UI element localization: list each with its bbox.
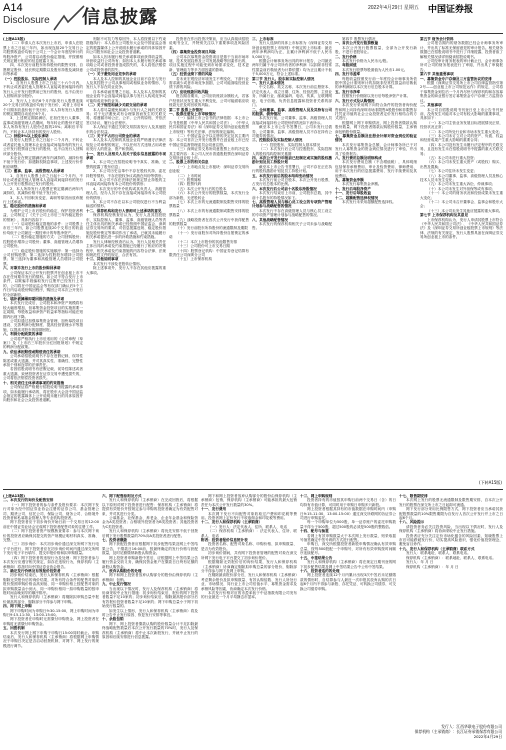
section-heading: 六、发行方式及认购情况 (335, 98, 375, 103)
section-heading: 七、投资者缴款 (102, 538, 128, 543)
section-heading: 十二、发行人和保荐机构（主承销商） (201, 520, 263, 525)
paragraph: 投资者持有的市值按其申购日前两个交易日（含）的日均持有市值计算，可同时用于申购日申购多只新股。 (300, 498, 396, 507)
paragraph: 若未来宏观经济环境发生不利变化，下游行业需求减少或者市场竞争加剧，公司可能面临经营业绩下滑的风险。 (169, 76, 249, 90)
section-heading: 五、稳定股价的措施和承诺 (3, 204, 47, 209)
paragraph: 本人保证不通过关联交易损害发行人及其他股东的合法权益。 (86, 125, 166, 134)
section-heading: 二、股票上市的相关信息 (169, 160, 209, 165)
paragraph: 初步询价结束后，发行人和保荐机构（主承销商）根据剔除无效报价后的询价结果，对所有符合条件的配售对象的报价按照申购价格由高到低、同一申购价格上按配售对象的拟申购数量由小到大、同一申购价格同一拟申购数量的按申报时间由晚到早的顺序排序。 (3, 573, 99, 595)
lower-column (201, 494, 297, 748)
upper-column (3, 37, 83, 486)
section-heading: 十四、配号与抽签 (300, 529, 329, 534)
paragraph: （三）本公司未订立对公司的资产、负债、权益和经营成果产生重大影响的重要合同； (420, 133, 503, 143)
paragraph: 上市保荐机构认为，发行人申请其股票上市符合《中华人民共和国公司法》、《中华人民共和国证券法》及《深圳证券交易所创业板股票上市规则》等法律、法规的有关规定，发行人股票具备在深圳证券交易所创业板上市的条件。 (420, 217, 503, 240)
upper-column (86, 37, 166, 486)
footer-sponsor: 保荐机构（主承销商）：长江证券承销保荐有限公司 (414, 729, 502, 734)
section-heading: 二、其他事项 (420, 103, 442, 108)
section-heading: 四、本次公开发行申报前已经制定或实施的股权激励计划及员工持股计划 (252, 155, 332, 165)
paragraph: （一）控股股东、实际控制人基本情况 (259, 142, 321, 147)
section-heading: （五）经营业绩下滑的风险 (169, 72, 213, 77)
paragraph: （二）保荐机构（主承销商）：法定代表人、住所、联系人、电话 (201, 529, 297, 538)
paragraph: （八）本公司董事、监事、高级管理人员及核心技术人员未发生变化； (420, 173, 503, 182)
paragraph: 本次发行价格对应的市盈率低于中证指数有限公司发布的行业最近一个月平均静态市盈率。 (201, 590, 297, 600)
paragraph: （四）本公司没有发生未履行法定程序的关联交易，且没有发生未在招股说明书中披露的重大关联交易； (420, 142, 503, 156)
paragraph: 本次发行前公司总股本，本次公开发行股票，占发行后总股本的比例。 (252, 178, 332, 187)
section-heading: 一、募集资金专户存储及三方监管协议的安排 (420, 76, 492, 81)
paragraph: 如本人因未履行相关承诺事项而获得收益的，所获收益归公司所有；如因本人未履行相关承诺事项给公司或者投资者造成损失的，本人将依法赔偿公司或投资者的损失。 (86, 54, 166, 72)
paragraph: （七）本公司住所未发生变更； (427, 169, 478, 174)
lower-column (399, 494, 503, 720)
section-heading: 八、利润分配政策的承诺 (3, 332, 43, 337)
paragraph: 若因招股说明书有虚假记载、误导性陈述或者重大遗漏，致使投资者在证券交易中遭受损失的，公司将依法赔偿投资者损失。 (3, 367, 83, 381)
section-heading: 十一、发行人及相关人员关于股东信息披露的专项承诺 (86, 151, 166, 160)
section-heading: 十八、风险提示 (399, 520, 425, 525)
paragraph: 保荐机构（主承销商）：年 月 日 (406, 564, 459, 569)
paragraph: 根据网上网下申购情况，网上投资者缴款认购股份数量、网下投资者缴款认购股份数量，主承销商包销股份数量。 (335, 120, 417, 134)
paragraph: 本次发行未采用超额配售选择权。 (342, 200, 396, 205)
paragraph: 2、本人所持发行人股票在锁定期满后两年内减持的，其减持价格不低于发行价。 (3, 186, 83, 196)
continued-note: (下转A15版) (479, 480, 502, 485)
section-heading: 十、发行后每股净资产 (335, 186, 371, 191)
paragraph: （八）本次上市的有流通限制或限售安排的股票数量 (169, 208, 249, 218)
paragraph: （三）初步询价：本次初步询价通过深交所网下发行电子平台进行，网下投资者应在初步询价时间内通过深交所网下发行电子平台填写、提交申报价格和拟申购数量。 (3, 542, 99, 556)
lower-column (102, 494, 198, 748)
paragraph: 网下、网上投资者缴款认购的股份数量合计不足扣除最终战略配售数量后本次公开发行数量的70%时，发行人及保荐机构（主承销商）将中止本次新股发行，并就中止发行的原因和后续安排进行信息披露。 (102, 621, 198, 639)
section-heading: 一、股票注册及上市审核情况 (169, 111, 216, 116)
paragraph: 请投资者务必关注投资风险，当出现以下情况时，发行人及保荐机构（主承销商）将协商采取中止发行措施。 (399, 524, 503, 534)
section-heading: (上接A13版) (3, 494, 25, 498)
paragraph: 本次公开发行股票数量，全部为公开发行新股，不进行老股转让。 (335, 45, 417, 55)
section-heading: 七、募集资金总额及注册会计师对资金到位的验证情况 (335, 133, 417, 143)
section-heading: 第七节 上市保荐机构及其意见 (420, 213, 468, 218)
paragraph: 发行人选择的具体上市标准为《深圳证券交易所创业板股票上市规则》中规定的上市标准：最近两年净利润均为正，且累计净利润不低于人民币5,000万元。 (252, 41, 332, 59)
section-swoosh-icon (52, 4, 86, 32)
article-footer (372, 724, 502, 739)
paragraph: （二）本次发行后公司与控股股东、实际控制人的股权结构控制关系图 (252, 147, 332, 156)
paragraph: 3、本公司不存在法律法规规定禁止持股的主体直接或间接持有本公司股份的情形； (86, 178, 166, 187)
paragraph: 本次发行网上网下申购于申购日15:00同时截止。申购结束后，发行人和保荐机构（主承销商）将根据网上申购情况于申购日决定是否启动回拨机制，对网下、网上发行的规模进行调节。 (3, 630, 99, 648)
paragraph: （一）本公司主营业务发展目标进展情况正常，经营状况正常； (420, 120, 503, 130)
paragraph: 截至本上市公告书签署日，公司未发行过债券，公司董事、监事、高级管理人员不存在持有公司债券的情况。 (252, 125, 332, 138)
section-heading: 八、放弃认购股份的处理 (102, 568, 142, 573)
paragraph: （十）本公司未发生对外担保等或有事项； (427, 186, 496, 191)
paragraph: 本公司自招股说明书刊登日至上市公告书刊登前，没有发生可能对本公司有较大影响的重要事项，具体如下： (420, 107, 503, 121)
paragraph: 本次网下发行不向配售对象收取过户费和印花税等费用。投资者网上定价发行不收取佣金和印花税等费用。 (201, 511, 297, 521)
paragraph: （二）上市时间 (176, 173, 202, 178)
paragraph: 网下投资者在申购时无需缴付申购资金，网上投资者在申购时无需缴付申购资金。 (3, 617, 99, 626)
paragraph: （十二）本公司未召开董事会、监事会和股东大会； (420, 200, 503, 209)
footer-issuer: 发行人：江西华联电子股份有限公司 (441, 724, 502, 729)
issue-date: 2022年4月29日 星期五 (368, 5, 419, 11)
section-heading: 十二、保荐机构和发行人律师对上述承诺的意见 (86, 208, 162, 213)
paragraph: （十一）本公司的财务状况和经营成果未发生重大变化； (420, 191, 503, 200)
paragraph: 2、本公司历史沿革中不存在股权代持、委托持股等情形，不存在股权争议或潜在纠纷等情形； (86, 169, 166, 178)
section-heading: 十九、发行人和保荐机构（主承销商）联系方式 (399, 546, 475, 551)
paragraph: （九）本公司未发生重大诉讼、仲裁事项； (427, 182, 496, 187)
paragraph: 截至本上市公告书签署日，公司不存在正在执行的股权激励计划及员工持股计划。 (252, 164, 332, 174)
paragraph: 5、本公司不存在以本公司股权进行不当利益输送的情形。 (86, 200, 166, 209)
paragraph: （二）网下投资者资产规模核查要求：参与本次网下询价的投资者应确保其提交的资产规模证明材料真实、准确、完整。 (3, 529, 99, 543)
paragraph: 2、发行人上市后6个月内如发行人股票连续20个交易日的收盘价均低于发行价，或者上市后6个月期末收盘价低于发行价，本人持有发行人股票的锁定期限自动延长6个月。 (3, 98, 83, 116)
paragraph: 网上投资者连续12个月内累计出现3次中签后未足额缴款的情形时，自结算参与人最近一次申报其放弃认购的次日起6个月内不得参与新股、存托凭证、可转换公司债券、可交换公司债券申购。 (300, 573, 396, 591)
paragraph: 公司经审计财务报表的审计截止日，会计师事务所对公司的财务报表进行了审阅，并出具了审阅报告。 (420, 59, 503, 72)
newspaper-name: 中国证券报 (428, 5, 474, 15)
section-heading: 五、回拨机制 (3, 626, 25, 631)
paragraph: 网下申购时间为申购日9:30-15:00，网上申购时间为申购日9:15-11:30，13:00-15:00。 (3, 608, 99, 617)
paragraph: （一）网下投资者的参与条件及报价要求：本次网下发行对象为经中国证券业协会注册的证券公司、基金管理公司、期货公司、信托公司、保险公司、财务公司、合格境外投资者和私募基金管理人等专业机构投资者。 (3, 502, 99, 521)
section-heading: 九、依法承担赔偿或赔偿责任的承诺 (3, 349, 61, 354)
section-divider (3, 489, 503, 490)
paragraph: 报告期各期末，公司应收账款余额较大，若客户经营状况发生重大不利变化，公司可能面临应收账款无法及时回收的风险。 (169, 94, 249, 108)
section-heading: （三）关于不占用公司资金的承诺 (86, 133, 140, 138)
paragraph: 网上投资者申购新股中签后，应根据网上中签结果公告履行资金交收义务，确保其资金账户在缴款日日终有足额的新股认购资金。 (102, 555, 198, 569)
paragraph: 网下投资者应于初步询价开始日前一个交易日的12:00前在中国证券业协会完成网下投资者配售对象的注册工作。 (3, 520, 99, 529)
section-heading: 十三、其他说明事项 (86, 257, 119, 262)
paragraph: 如发生以上情形，发行人和保荐机构（主承销商）将及时公告中止发行原因、恢复发行安排等事宜。 (102, 608, 198, 617)
paragraph: 发行人律师经核查后认为，发行人及相关责任主体出具的承诺及约束措施已经履行了相应的决策程序，相关承诺及约束措施的内容符合法律、法规和规范性文件的规定，合法有效。 (86, 239, 166, 257)
paragraph: （十二）本次上市股份的其他限售安排 (176, 239, 238, 244)
paragraph: 本次发行不存在高级管理人员与核心员工设立的专项资产管理计划参与战略配售的情况。 (252, 208, 332, 218)
section-heading: 十二、超额配售选择权情况 (335, 195, 379, 200)
paragraph: 本次发行股票每股面值为人民币1.00元。 (342, 67, 408, 72)
paragraph: 3、上述锁定期届满后，在担任发行人董事、监事或高级管理人员期间，每年转让的股份不超过本人所持有发行人股份总数的25%；离职后半年内，不转让本人所持有的发行人股份。 (3, 116, 83, 134)
paragraph: 公司本次募集资金投资项目是基于当前市场环境、技术发展趋势及公司发展战略等因素作出的，项目实施过程中可能受到市场需求变化、技术更新、管理能力等多方面因素的影响。 (169, 54, 249, 72)
section-heading: 四、发行市盈率 (335, 72, 361, 77)
paragraph: （三）稳定股价措施的实施顺序：第一选择为公司回购股票；第二选择为控股股东增持公司股票；第三选择为董事和高级管理人员增持公司股票。 (3, 248, 83, 266)
paragraph: 本次发行价格为人民币元/股。 (342, 59, 390, 64)
paragraph: （六）本次公开发行的股票数量，本次发行全部为新股，无老股转让 (169, 191, 249, 200)
paragraph: （二）申请人在本次发行上市后，申请人在股票上市之日起三年内，如出现连续20个交易日公司股票收盘价均低于公司上一个会计年度经审计的每股净资产，公司将启动股价稳定措施，并按照相关规定履行相应的信息披露义务。 (3, 41, 83, 64)
section-heading: 八、发行费用总额及明细构成 (335, 155, 382, 160)
paragraph: 网下和网上投资者放弃认购部分的股份由保荐机构（主承销商）包销。 (102, 573, 198, 582)
paragraph: 本人及本人控制的其他企业将严格遵守法律法规及公司章程的规定，不以任何方式违规占用或使用发行人的资金、资产和资源。 (86, 138, 166, 152)
paragraph: 本企业在锁定期满后两年内减持的，减持价格不低于发行价；如遇除权除息事项，上述发行价作相应调整。 (3, 155, 83, 169)
section-heading: 三、控股股东及实际控制人情况 (252, 138, 303, 143)
paragraph: （十三）本公司未发生其他应披露的重大事项。 (427, 208, 503, 213)
section-heading: （六）应收账款回收风险 (169, 89, 209, 94)
section-heading: （二）关于规范和减少关联交易的承诺 (86, 103, 148, 108)
section-heading: 三、上市标准 (252, 37, 274, 41)
paragraph: 4、本次发行的中介机构或其负责人、高级管理人员、经办人员不存在直接或间接持有本公司股份的情形； (86, 186, 166, 200)
paragraph: 本次网上发行的股票无流通限制及限售期安排，自本次公开发行的股票在深交所上市之日起即可流通。 (399, 498, 503, 507)
paragraph: 公司拟通过加强募集资金管理、加快募投项目建设、完善利润分配制度、提高经营管理水平等措施，以提高对股东的即期回报。 (3, 319, 83, 332)
paragraph: （十）发行前股东所持股份的流通限制及期限 (176, 226, 248, 231)
paragraph: 网下发行部分采用比例限售方式，网下投资者应当承诺其获配股票数量的10%限售期限为自发行人首次公开发行并上市之日起6个月。 (399, 507, 503, 521)
section-heading: 六、本次发行后公司前十名股东持股情况 (252, 186, 317, 191)
paragraph: 本次发行采用网下向符合条件的投资者询价配售和网上向持有深圳市场非限售A股股份和非限售存托凭证市值的社会公众投资者定价发行相结合的方式进行。 (335, 103, 417, 121)
paragraph: 则除不可抗力等原因外，本人将按照以下约束措施执行：本人将在公司股东大会及中国证监会指定的披露媒体上公开说明未履行承诺的具体原因并向公司股东和社会公众投资者道歉。 (86, 37, 166, 55)
paragraph: （一）启动股价稳定措施的条件：公司股票上市后三年内，如公司股票连续20个交易日的收盘价均低于公司最近一期经审计的每股净资产。 (3, 222, 83, 235)
paragraph: （四）网下投资者的违规行为及处理：网下投资者参与本次发行应遵守相关规定，如存在违规行为，保荐机构（主承销商）将及时向中国证券业协会报告。 (3, 555, 99, 569)
paragraph: （一）上市地点及上市板块：深圳证券交易所创业板 (169, 164, 249, 174)
paragraph: 若网上有效申购数量大于本次网上发行数量，则采取摇号抽签确定中签号码的方式进行配售。 (300, 533, 396, 543)
paragraph: 发行人：联系地址、联系人、联系电话。 (406, 551, 471, 556)
paragraph: 本次发行费用总额（不含增值税），具体明细包括保荐承销费用、审计及验资费用、律师费用、用于本次发行的信息披露费用、发行手续费用及其他费用。 (335, 160, 417, 178)
paragraph: 每一个申购单位为500股，单一证券账户的委托申购数量不得少于500股，超过500股的必须是500股的整数倍。 (300, 520, 396, 529)
upper-column (335, 37, 417, 486)
paragraph: 投资者应充分关注定价市场化蕴含的风险因素，知晓股票上市后可能跌破发行价，切实提高风险意识，强化价值投资理念，避免盲目炒作。 (399, 533, 503, 547)
paragraph: 3、本人不因职务变更、离职等原因而放弃履行上述承诺。 (3, 195, 83, 205)
section-heading: 四、网下网上申购 (3, 604, 32, 609)
section-heading: 十五、中签结果公告 (300, 555, 333, 560)
paragraph: 1、本公司已在招股说明书中真实、准确、完整的披露了股东信息； (86, 160, 166, 169)
section-name-en: Disclosure (3, 15, 50, 26)
paragraph: 中文名称、英文名称、本次发行前注册资本、法定代表人、成立日期、住所、经营范围、主营业务、所属行业、邮政编码、电话、传真、互联网网址、电子信箱、负责信息披露和投资者关系的部门。 (252, 85, 332, 108)
paragraph: 发行人：年 月 日 (406, 560, 434, 565)
paragraph: 公司保证将严格履行招股说明书披露的承诺事项，如未能履行承诺的，将在股东大会及中国证监会指定的披露媒体上公开说明未履行的具体原因并向股东和社会公众投资者道歉。 (3, 385, 83, 403)
section-heading: 十、相关责任主体承诺事项的约束措施 (3, 380, 65, 385)
section-heading: 十、余股包销 (102, 617, 124, 622)
footer-date: 2022年4月29日 (473, 734, 502, 739)
upper-column (420, 37, 503, 477)
paragraph: 本次发行募集资金总额，会计师事务所已于对发行人募集资金的资金到位情况进行了审验，并出具了验资报告。 (335, 142, 417, 156)
paragraph: 保荐机构经核查后认为，发行人及其控股股东、实际控制人、董事、监事、高级管理人员等责任主体出具的相关承诺已经按照中国证监会、深圳证券交易所的要求，对信息披露违规、稳定股价措施及股份锁定等事项作出了承诺，已就其未能履行相关承诺提出进一步的补救措施和约束措施。 (86, 213, 166, 240)
paragraph: 本次发行前，公司董事、监事、高级管理人员直接或间接持有公司股份的情况如下表所示。 (252, 116, 332, 125)
paragraph: 本次发行不涉及老股转让情形。 (93, 261, 144, 266)
paragraph: 网下获配投资者应根据网下初步配售结果及网上中签结果公告，于缴款日16:00前，按最终确定的发行价格与获配数量，及时足额缴纳新股认购资金。 (102, 542, 198, 556)
paragraph: （三）深圳证券交易所同意股票上市的决定及其主要内容：本公司人民币普通股股票在深圳证券交易所创业板上市。 (169, 147, 249, 160)
section-name-cn: 信息披露 (82, 7, 158, 28)
paragraph: 每股收益按照发行前一年度经会计师事务所依据中国会计准则审计的扣除非经常性损益前后孰低的净利润除以本次发行后总股本计算。 (335, 76, 417, 90)
section-heading: 十一、发行后每股收益 (335, 191, 371, 196)
paragraph: （四）股票代码 (176, 182, 202, 187)
lower-column (300, 494, 396, 748)
section-heading: 九、募集资金净额 (335, 178, 364, 182)
paragraph: 1、自发行人股票上市之日起三十六个月内，不转让或者委托他人管理本人直接或者间接持有的发行人公开发行股票前已发行的股份，也不由发行人回购该部分股份。 (3, 81, 83, 99)
paragraph: （十三）公司股份可上市交易日期 (176, 244, 230, 249)
section-heading: 第二节 股票上市情况 (169, 107, 203, 112)
section-heading: 五、发行市净率 (335, 89, 361, 94)
paragraph: 投资者在作出投资决策前，应当认真阅读招股说明书全文，并特别关注以下重要事项及风险因素。 (169, 37, 249, 50)
section-heading: 十三、网上申购规则 (300, 494, 333, 498)
section-heading: 二、发行价格 (335, 54, 357, 59)
section-heading: 九、中止发行情况 (102, 582, 131, 587)
section-heading: 附表：投资者报价信息统计表 (201, 538, 248, 543)
section-heading: 三、每股面值 (335, 63, 357, 68)
section-heading: 五、本次发行前后的股本结构变动情况 (252, 173, 314, 178)
paragraph: 初步询价期间，共有网下投资者管理的配售对象在深交所网下发行电子平台提交了初步询价报价。 (201, 551, 297, 560)
paragraph: （五）本次公开发行后的总股本 (176, 186, 227, 191)
paragraph: （十一）发行前股东对所持股份自愿锁定的承诺 (169, 230, 249, 240)
paragraph: 网下和网上投资者放弃认购部分的股份由保荐机构（主承销商）包销，保荐机构（主承销商）可能承担的最大包销责任为本次公开发行数量的30%。 (201, 494, 297, 507)
paragraph: 投资者名称、配售对象名称、申购价格、拟申购数量、是否为有效报价。 (201, 542, 297, 551)
paragraph: 公司保证本次公开发行股票并在创业板上市不存在任何欺诈发行的情形。如公司不符合发行上市条件，以欺骗手段骗取发行注册并已经发行上市的，公司将在中国证监会等有权部门确认后5个工作日内启动股份购回程序，购回公司本次公开发行的全部新股。 (3, 270, 83, 297)
paragraph: 当出现以下情况时，发行人及保荐机构（主承销商）将协商采取中止发行措施：初步询价结束后，报价的网下投资者数量不足10家的；初步询价结束后，剔除最高报价部分后有效报价投资者数量不足10家的；网下申购总量小于网下初始发行数量的。 (102, 586, 198, 609)
paragraph: 发行人和保荐机构（主承销商）将优先安排不低于回拨后网下发行股票数量的70%向A类投资者进行配售。 (102, 529, 198, 538)
lower-column (3, 494, 99, 748)
paragraph: 四、本次发行前股东所持股份的限售安排、自愿锁定股份、延长锁定期限以及股东持股及减持意向等承诺 (3, 63, 83, 77)
paragraph: （六）本公司未发生重大资产（或股权）购买、出售及置换； (420, 160, 503, 169)
section-heading: 一、发行人基本情况 (252, 81, 285, 86)
paragraph: （二）股价稳定措施的方式：公司回购股份；控股股东增持公司股份；董事、高级管理人员增持公司股份。 (3, 235, 83, 249)
section-heading: 六、对欺诈发行上市的股份购回承诺 (3, 266, 61, 271)
paragraph: 根据剔除无效报价后的询价结果，发行人和保荐机构（主承销商）协商确定剔除拟申购总量的部分报价，剔除部分不得参与网下及网上申购。 (201, 560, 297, 573)
page-code: A14 (3, 2, 23, 14)
paragraph: 网上投资者根据其持有的市值数据在申购时间内（申购日9:15-11:30，13:00-15:00）通过深交所联网的各证券公司进行申购委托。 (300, 507, 396, 521)
paragraph: （九）战略投资者在首次公开发行中获得配售的股票数量 (169, 217, 249, 227)
page-header (0, 0, 506, 34)
paragraph: （十四）股票登记机构：中国证券登记结算有限责任公司深圳分公司 (169, 248, 249, 257)
section-heading: (上接A13版) (3, 37, 25, 41)
section-heading: 二、全体董事、监事、高级管理人员及其持有公司的股票、债券情况 (252, 107, 332, 116)
section-heading: 八、其他战略配售情况 (252, 217, 288, 222)
paragraph: 自本承诺函签署之日起，本人及本人控制的其他企业将不会直接或间接从事与发行人构成竞争或可能构成竞争的业务。 (86, 89, 166, 103)
paragraph: 发行人和保荐机构（主承销商）将在规定日期刊登的网下初步配售结果及网上中签结果公告中公布中签结果。 (300, 560, 396, 569)
section-heading: 十一、发行费用 (201, 507, 227, 512)
paragraph: 公司承诺招股说明书不存在虚假记载、误导性陈述或重大遗漏，并对其真实性、准确性、完整性承担个别和连带的法律责任。 (3, 354, 83, 368)
upper-column (169, 37, 249, 486)
section-heading: （二）持股5%以上股东承诺 (3, 133, 49, 138)
paragraph: （二）本公司所处行业和市场未发生重大变化； (427, 129, 503, 134)
paragraph: （十五）上市保荐机构 (176, 257, 212, 262)
paragraph: 1、自发行人股票上市之日起十二个月内，不转让或者委托他人管理本人直接或间接持有的发行人公开发行股票前已发行的股份。 (3, 173, 83, 187)
section-heading: 第三节 发行人、股东和实际控制人情况 (252, 76, 315, 81)
paragraph: 公募基金、社保基金、养老金、企业年金基金和保险资金为A类投资者；合格境外投资者为B类投资者；其他投资者为C类投资者。 (102, 516, 198, 529)
upper-column (252, 37, 332, 486)
section-heading: 六、网下配售原则及方式 (102, 494, 142, 498)
paragraph: （一）发行人：法定代表人、住所、联系人、电话 (208, 524, 288, 529)
paragraph: 公司报告期内的财务数据已经会计师事务所审计，并出具了标准无保留意见的审计报告。相关财务数据已在招股说明书中进行了详细披露，投资者欲了解相关情况请详细阅读招股说明书。 (420, 41, 503, 59)
paragraph: 根据《深圳证券交易所上市公司自律监管指引第2号——创业板上市公司规范运作》的规定，公司将于募集资金到位后一个月内尽快与保荐机构和存放募集资金的商业银行签订募集资金专户存储三方监管协议。 (420, 81, 503, 103)
paragraph: 按照发行价格除以发行后每股净资产计算。 (342, 94, 411, 99)
paragraph: （一）编制上市公告书的法律依据：本上市公告书是根据《中华人民共和国公司法》、《中华人民共和国证券法》和《深圳证券交易所创业板股票上市规则》等有关法律、法规的规定编制。 (169, 116, 249, 134)
section-heading: （四）募集资金投资项目风险 (169, 50, 216, 55)
section-heading: 三、确定发行价格及有效报价投资者 (3, 568, 61, 573)
section-heading: 七、填补被摊薄即期回报的措施及承诺 (3, 296, 65, 301)
paragraph: 本人及本人控制的其他企业目前不存在与发行人及其控股子公司从事相同或相似业务的情形，与发行人不存在同业竞争。 (86, 76, 166, 90)
section-heading: （一）关于避免同业竞争的承诺 (86, 72, 137, 77)
paragraph: 为维护公司上市后股价的稳定，保护投资者利益，公司制定了《关于公司上市后三年内稳定股价的预案》，具体内容如下： (3, 208, 83, 222)
paragraph: 本次发行结束后上市前，公司股东总数，其中前十名股东的持股情况如下。 (252, 191, 332, 200)
paragraph: 公司将严格执行上市后适用的《公司章程（草案）》及《上市后三年股东分红回报规划》中规定的利润分配政策。 (3, 336, 83, 350)
section-heading: 十七、限售期安排 (399, 494, 428, 498)
section-heading: 第六节 其他重要事项 (420, 72, 454, 77)
paragraph: 自发行人股票上市之日起十二个月内，不转让或者委托他人管理本企业直接或间接持有的发行人公开发行股票前已发行的股份，也不由发行人回购该部分股份。 (3, 138, 83, 156)
paragraph: 本次发行募集资金净额。 (342, 182, 382, 187)
paragraph: 本人将尽量避免和减少与发行人之间的关联交易；对于无法避免或有合理原因而发生的关联交易，将遵循市场公正、公平、公开的原则，并依法签订协议，履行合法程序。 (86, 107, 166, 125)
section-heading: 二、本次发行的询价及配售安排 (3, 498, 54, 503)
section-heading: （一）控股股东、实际控制人承诺 (3, 76, 57, 81)
section-heading: 十六、投资者违约的处理 (300, 568, 340, 573)
paragraph: （七）本次上市的无流通限制及限售安排的股票数量 (169, 200, 249, 209)
paragraph: 发行人和保荐机构（主承销商）将剔除拟申购总量中报价最高的部分，剔除部分不得参与网下申购。 (3, 595, 99, 604)
section-heading: 第五节 财务会计资料 (420, 37, 454, 41)
section-heading: （三）董事、监事、高级管理人员承诺 (3, 169, 65, 174)
paragraph: 本次发行的保荐机构相关子公司未参与战略配售。 (252, 222, 332, 231)
paragraph: 发行人和保荐机构（主承销商）在完成回拨后，将根据以下原则对网下投资者进行配售：保荐机构（主承销商）将提供有效报价并按规定参与申购的投资者确定为有效配售对象，并对其进行分类。 (102, 498, 198, 516)
section-heading: 一、首次公开发行股票数量 (335, 41, 379, 46)
paragraph: 在剔除最高报价部分后，发行人和保荐机构（主承销商）考虑剩余报价及拟申购数量、有效认购倍数、发行人所处行业、市场情况、同行业上市公司估值水平、募集资金需求及承销风险等因素，协商确定本次发行价格。 (201, 573, 297, 591)
paragraph: （三）股票简称 (176, 178, 202, 182)
paragraph: 保荐机构（主承销商）：联系地址、联系人、联系电话。 (406, 555, 496, 560)
paragraph: 申购日，深交所根据投资者新股申购情况确认有效申购总量，按每500股配一个申购号，对所有有效申购按时间顺序连续配号。 (300, 542, 396, 556)
paragraph: 本次发行完成后，公司股本和净资产规模将有较大幅度增加，但募集资金投资项目的实施需要一定周期，每股收益和净资产收益率等指标可能在短期内出现下降。 (3, 301, 83, 319)
paragraph: 根据会计师事务所出具的审计报告，公司最近两年归属于母公司所有者的净利润（以扣除非经常性损益前后孰低者为计算依据）均为正且累计不低于5,000万元，符合上述标准。 (252, 59, 332, 77)
paragraph: 第四节 股票发行情况 (342, 37, 376, 41)
paragraph: 除上述事项外，发行人不存在其他应披露的重大事项。 (86, 266, 166, 275)
paragraph: （五）本公司未进行重大投资； (427, 155, 478, 160)
header-rule (3, 33, 503, 34)
paragraph: （二）中国证监会予以注册的决定及其主要内容：本公司首次公开发行股票并在创业板上市已经中国证券监督管理委员会同意注册。 (169, 133, 249, 147)
section-heading: 七、高级管理人员与核心员工设立的专项资产管理计划参与战略配售的情况 (252, 200, 332, 209)
